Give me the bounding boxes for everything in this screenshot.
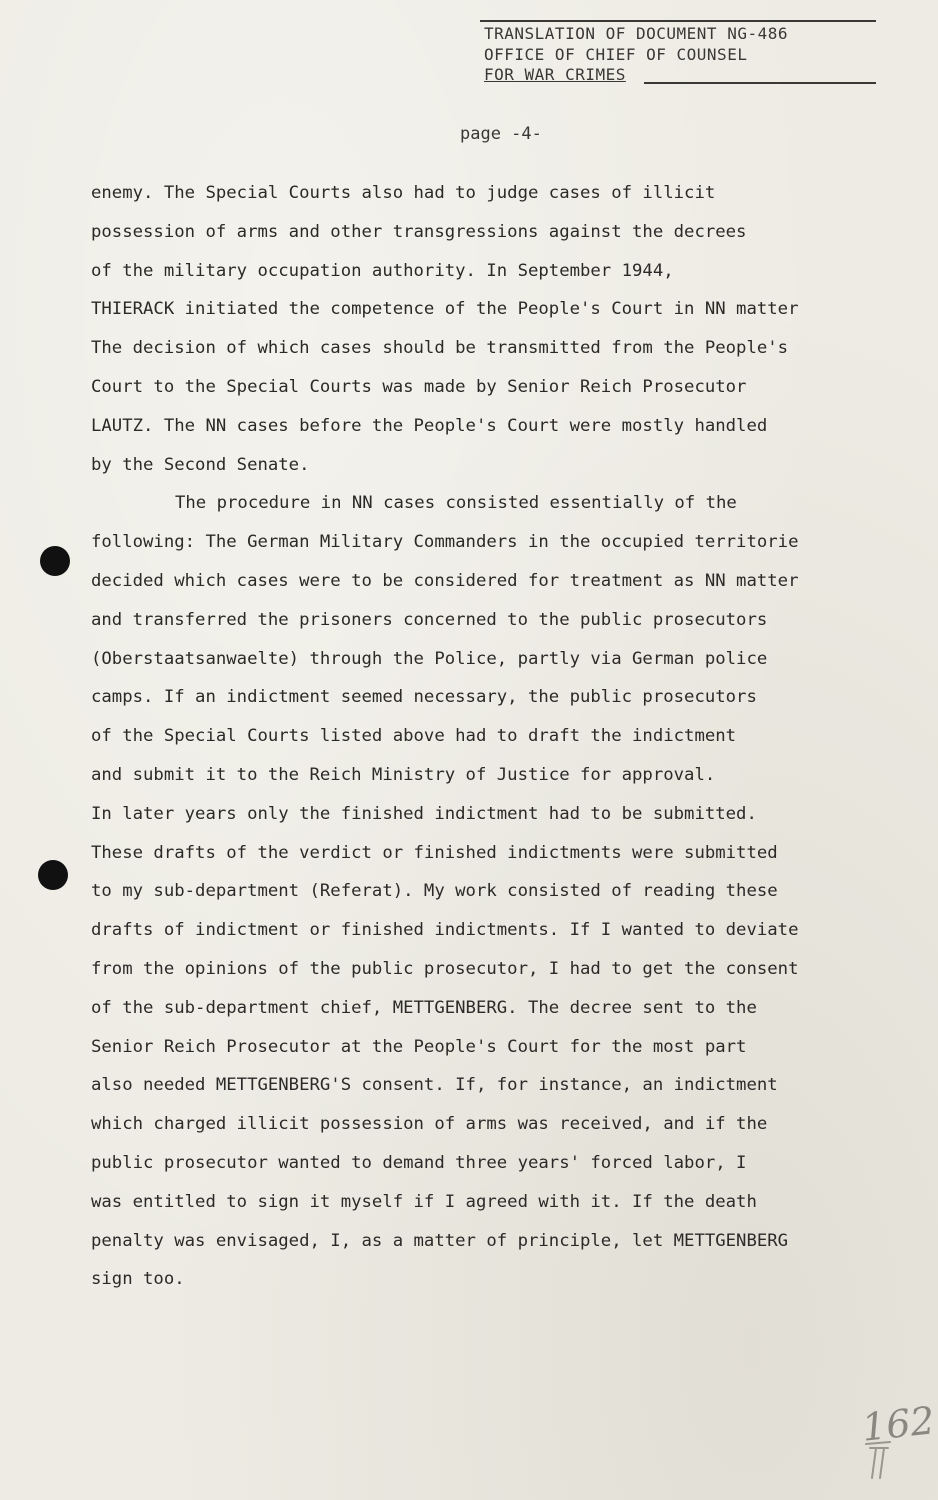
text-line: In later years only the finished indictment had to be submitted. bbox=[91, 803, 757, 824]
header-line-office: OFFICE OF CHIEF OF COUNSEL bbox=[484, 45, 748, 64]
header-line-translation: TRANSLATION OF DOCUMENT NG-486 bbox=[484, 24, 788, 43]
text-line: penalty was envisaged, I, as a matter of principle, let METTGENBERG bbox=[91, 1230, 789, 1251]
text-line: These drafts of the verdict or finished indictments were submitted bbox=[91, 842, 778, 863]
text-line: sign too. bbox=[91, 1269, 185, 1290]
text-line: and transferred the prisoners concerned to the public prosecutors bbox=[91, 609, 768, 630]
text-line: drafts of indictment or finished indictments. If I wanted to deviate bbox=[91, 920, 799, 941]
punch-hole bbox=[38, 860, 68, 890]
text-line: and submit it to the Reich Ministry of Justice for approval. bbox=[91, 764, 716, 785]
text-line: which charged illicit possession of arms was received, and if the bbox=[91, 1114, 768, 1135]
text-line: of the sub-department chief, METTGENBERG. The decree sent to the bbox=[91, 997, 757, 1018]
text-line: was entitled to sign it myself if I agreed with it. If the death bbox=[91, 1191, 757, 1212]
handwritten-folio-number: 162 bbox=[859, 1398, 937, 1450]
header-line-war-crimes: FOR WAR CRIMES bbox=[484, 65, 626, 84]
header-top-rule bbox=[480, 20, 876, 22]
text-line: THIERACK initiated the competence of the People's Court in NN matter bbox=[91, 299, 799, 320]
text-line: possession of arms and other transgressions against the decrees bbox=[91, 221, 747, 242]
body-text bbox=[91, 174, 891, 1299]
text-line: decided which cases were to be considered for treatment as NN matter bbox=[91, 570, 799, 591]
text-line: from the opinions of the public prosecutor, I had to get the consent bbox=[91, 958, 799, 979]
text-line: The decision of which cases should be transmitted from the People's bbox=[91, 338, 789, 359]
text-line: to my sub-department (Referat). My work consisted of reading these bbox=[91, 881, 778, 902]
text-line: of the Special Courts listed above had to draft the indictment bbox=[91, 726, 737, 747]
text-line: by the Second Senate. bbox=[91, 454, 310, 475]
text-line: public prosecutor wanted to demand three years' forced labor, I bbox=[91, 1152, 747, 1173]
paragraph-start-line: The procedure in NN cases consisted essentially of the bbox=[175, 493, 737, 514]
text-line: following: The German Military Commanders in the occupied territorie bbox=[91, 532, 799, 553]
text-line: of the military occupation authority. In September 1944, bbox=[91, 260, 674, 281]
text-line: (Oberstaatsanwaelte) through the Police, partly via German police bbox=[91, 648, 768, 669]
page-number: page -4- bbox=[460, 124, 542, 144]
header-bottom-rule bbox=[644, 82, 876, 84]
text-line: Senior Reich Prosecutor at the People's Court for the most part bbox=[91, 1036, 747, 1057]
text-line: Court to the Special Courts was made by Senior Reich Prosecutor bbox=[91, 376, 747, 397]
text-line: LAUTZ. The NN cases before the People's Court were mostly handled bbox=[91, 415, 768, 436]
handwritten-scribble-mark bbox=[862, 1438, 896, 1482]
text-line: camps. If an indictment seemed necessary, the public prosecutors bbox=[91, 687, 757, 708]
text-line: also needed METTGENBERG'S consent. If, for instance, an indictment bbox=[91, 1075, 778, 1096]
text-line: enemy. The Special Courts also had to judge cases of illicit bbox=[91, 183, 716, 203]
punch-hole bbox=[40, 546, 70, 576]
